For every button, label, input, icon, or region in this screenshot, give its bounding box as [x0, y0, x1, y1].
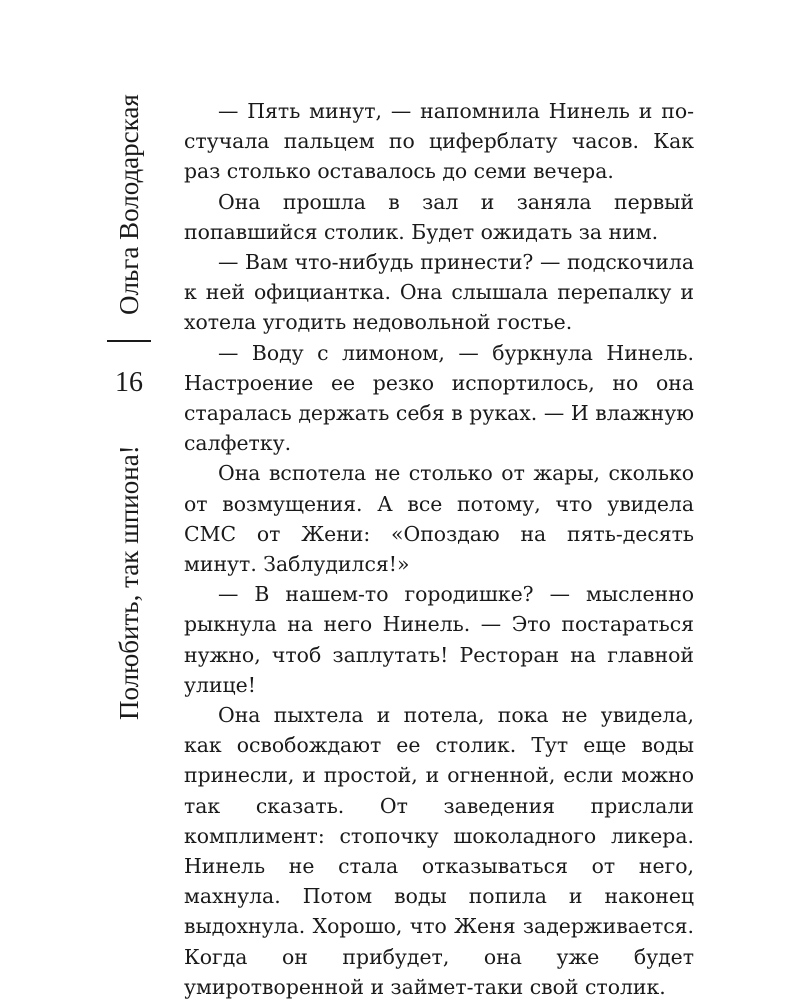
running-header	[105, 95, 153, 735]
paragraph: — Вам что-нибудь принести? — подскочила к ней официантка. Она слышала перепалку и хотела угодить недовольной гостье.	[184, 250, 694, 335]
header-divider	[107, 340, 151, 342]
paragraph: — Воду с лимоном, — буркнула Нинель. Настроение ее резко испортилось, но она старалась держать себя в руках. — И влажную салфетку.	[184, 340, 694, 456]
paragraph: Она пыхтела и потела, пока не увидела, как освобождают ее столик. Тут еще воды принесли, и простой, и огненной, если можно так сказать. От заведения прислали комплимент: стопочку шоколадного ликера. Нинель не стала отказываться от него, махнула. Потом воды попила и наконец выдохнула. Хорошо, что Женя задерживается. Когда он прибудет, она уже будет умиротворенной и займет-таки свой столик.	[184, 703, 694, 999]
page-number: 16	[115, 367, 143, 398]
paragraph: Она вспотела не столько от жары, сколько от возмущения. А все потому, что увидела СМС от Жени: «Опоздаю на пять-десять минут. Заблудился!»	[184, 461, 694, 577]
author-name: Ольга Володарская	[114, 94, 144, 315]
paragraph: Она прошла в зал и заняла первый попавшийся столик. Будет ожидать за ним.	[184, 189, 694, 244]
paragraph: — В нашем-то городишке? — мысленно рыкнула на него Нинель. — Это постараться нужно, чтоб заплутать! Ресторан на главной улице!	[184, 582, 694, 697]
paragraph: — Пять минут, — напомнила Нинель и постучала пальцем по циферблату часов. Как раз столько оставалось до семи вечера.	[184, 99, 694, 184]
body-text	[184, 96, 694, 1002]
book-title: Полюбить, так шпиона!	[114, 445, 144, 721]
